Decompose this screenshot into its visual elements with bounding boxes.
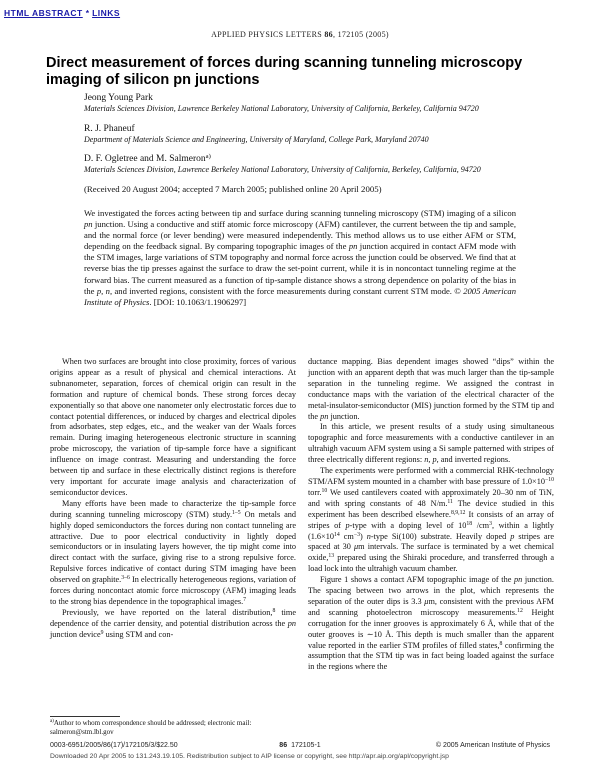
body-column-right [308,357,554,673]
body-column-left [50,357,296,641]
top-nav [4,3,123,18]
author-name: R. J. Phaneuf [84,123,135,134]
author-name: Jeong Young Park [84,93,153,103]
links-link[interactable]: LINKS [92,8,121,18]
received-dates: (Received 20 August 2004; accepted 7 March 2005; published online 20 April 2005) [84,183,382,194]
body-paragraph: ductance mapping. Bias dependent images showed “dips” within the junction with an apparent depth that was much larger than the tip-sample separation in the tunneling regime. We assigned the contrast in conductance maps with the variation of the electrical character of the metal-insulator-semiconductor (MIS) junction formed by the STM tip and the pn junction. [308,357,554,421]
html-abstract-link[interactable]: HTML ABSTRACT [4,8,83,18]
issn-code: 0003-6951/2005/86(17)/172105/3/$22.50 [50,742,178,749]
author-name: D. F. Ogletree and M. Salmeron$^{a)}$ [84,153,211,164]
author-footnote-marker: a) [205,153,211,160]
author-affiliation: Department of Materials Science and Engineering, University of Maryland, College Park, Maryland 20740 [84,134,429,144]
journal-name: APPLIED PHYSICS LETTERS [211,30,323,39]
page-footer [50,742,550,752]
authors-block [84,92,514,195]
abstract: We investigated the forces acting between tip and surface during scanning tunneling microscopy (STM) imaging of a silicon pn junction. Using a conductive and stiff atomic force microscopy (AFM) cantilever, the current between the tip and sample, and the normal force (or lever bending) were measured independently. This method allows us to use either AFM or STM, depending on the feedback signal. By comparing topographic images of the pn junction acquired in contact AFM mode with the STM images, large variations of STM topography and normal force across the junction could be observed. We find that at reverse bias the tip presses against the surface to draw the set-point current, while it is in noncontact tunneling regime at the forward bias. The current measured as a function of tip-sample distance shows a strong dependence on polarity of the bias in the p, n, and inverted regions, consistent with the force measurements during constant current STM mode. © 2005 American Institute of Physics. [DOI: 10.1063/1.1906297] [84,208,516,307]
footnote: $^{a)}$Author to whom correspondence should be addressed; electronic mail: salmeron@stm.lbl.gov [50,719,252,736]
body-paragraph: Figure 1 shows a contact AFM topographic image of the pn junction. The spacing between two arrows in the plot, which represents the separation of the outer dips is 3.3 μm, consistent with the previous AFM and scanning photoelectron microscopy measurements.$^{12}$ Height corrugation for the inner grooves is approximately 6 Å, while that of the outer grooves is ∼10 Å. This depth is much smaller than the apparent value reported in the earlier STM profiles of filled states,$^8$ confirming the assumption that the STM tip was in fact being loaded against the surface in the regions where the [308,575,554,672]
footnote-rule [50,716,120,717]
author-affiliation: Materials Sciences Division, Lawrence Berkeley National Laboratory, University of California, Berkeley, California, 94720 [84,165,481,174]
paper-title: Direct measurement of forces during scanning tunneling microscopy imaging of silicon pn junctions [46,55,523,88]
running-head: APPLIED PHYSICS LETTERS 86, 172105 (2005) [211,30,389,39]
journal-volume: 86 [324,30,333,39]
body-paragraph: In this article, we present results of a study using simultaneous topographic and force measurements with a conductive cantilever in an ultrahigh vacuum AFM system using a Si sample patterned with stripes of three electrically different regions: n, p, and inverted regions. [308,422,554,465]
doi: . [DOI: 10.1063/1.1906297] [149,296,247,307]
journal-year: (2005) [365,30,389,39]
footer-copyright: © 2005 American Institute of Physics [435,742,550,749]
download-notice: Downloaded 20 Apr 2005 to 131.243.19.105. Redistribution subject to AIP license or copyright, see http://apr.aip.org/apl/copyright.jsp [50,753,449,760]
body-paragraph: Previously, we have reported on the lateral distribution,$^8$ time dependence of the carrier density, and potential distribution across the pn junction device$^9$ using STM and con- [50,607,296,639]
copyright-notice: 2005 American Institute of Physics [84,285,516,307]
nav-separator: * [85,8,90,18]
page-number: 86 172105-1 [279,742,321,749]
article-number: 172105 [337,30,364,39]
body-paragraph: When two surfaces are brought into close proximity, forces of various origins appear as a result of physical and chemical interactions. At subnanometer, separation, forces of chemical origin can result in the formation and rupture of chemical bonds. These strong forces decay exponentially so that above one nanometer only electrostatic forces due to contact potential differences, or induced by charges and electrical dipoles from adsorbates, step edges, etc., and the weaker van der Waals forces remain. During imaging heterogeneous electronic structure in scanning probe microscopy, the variation of tip-sample force have a significant influence on image contrast. Measuring and understanding the force between tip and surface in these electrically distinct regions is therefore very important for accurate image analysis and characterization of semiconductor devices. [50,357,296,497]
body-paragraph: The experiments were performed with a commercial RHK-technology STM/AFM system mounted in a chamber with base pressure of $1.0\times 10^{-10}$ torr.$^{10}$ We used cantilevers coated with approximately 20–30 nm of TiN, and with spring constants of 48 N/m.$^{11}$ The device studied in this experiment has been described elsewhere.$^{8,9,12}$ It consists of an array of stripes of p-type with a doping level of $10^{18}$ $/cm^3$, within a lightly ($1.6\times 10^{14}$ $cm^{-3}$) n-type Si(100) substrate. Heavily doped p stripes are spaced at 30 μm intervals. The surface is terminated by a wet chemical oxide,$^{13}$ prepared using the Shiraki procedure, and transferred through a load lock into the ultrahigh vacuum chamber. [308,466,555,574]
author-affiliation: Materials Sciences Division, Lawrence Berkeley National Laboratory, University of California, Berkeley, California 94720 [84,104,479,113]
body-paragraph: Many efforts have been made to characterize the tip-sample force during scanning tunneling microscopy (STM) study.$^{1-5}$ On metals and highly doped semiconductors the forces during non contact tunneling are attractive. Due to poor electrical conductivity in lightly doped semiconductors or in insulating layers however, the tip might come into direct contact with the surface, giving rise to a strong repulsive force. Repulsive forces indicative of contact during STM imaging have been observed on graphite.$^{3-6}$ In electrically heterogeneous regions, variation of forces during noncontact atomic force microscopy (AFM) imaging leads to the strong bias dependence in the topographical images.$^7$ [50,498,297,606]
